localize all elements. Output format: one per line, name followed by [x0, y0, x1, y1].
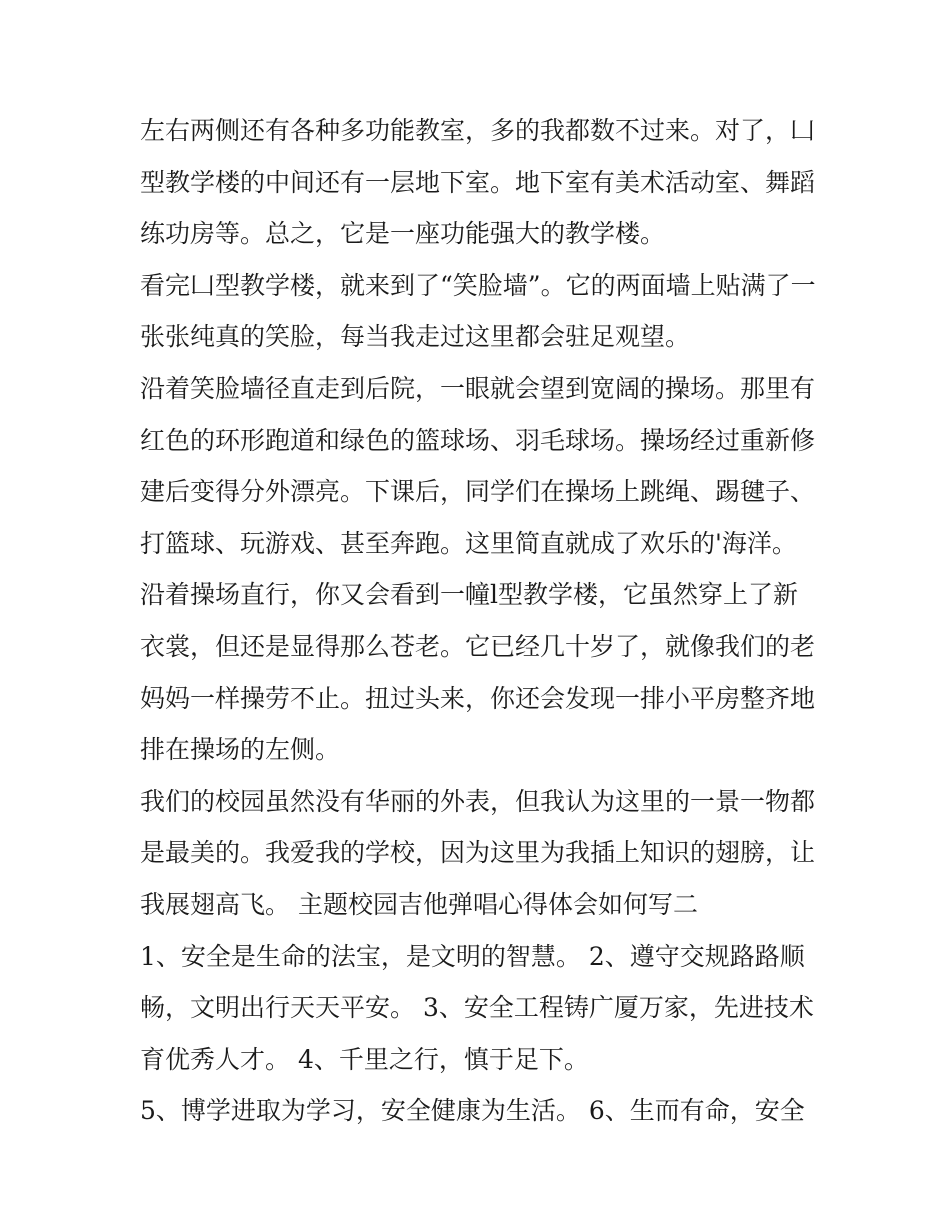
- text-line: 练功房等。总之，它是一座功能强大的教学楼。: [140, 219, 666, 249]
- text-line: 畅，文明出行天天平安。 3、安全工程铸广厦万家，先进技术: [140, 993, 814, 1023]
- text-line: 排在操场的左侧。: [140, 735, 341, 765]
- text-line: 沿着操场直行，你又会看到一幢l型教学楼，它虽然穿上了新: [140, 580, 798, 610]
- text-line: 看完凵型教学楼，就来到了“笑脸墙”。它的两面墙上贴满了一: [140, 270, 816, 300]
- text-line: 我展翅高飞。 主题校园吉他弹唱心得体会如何写二: [140, 889, 698, 919]
- document-body: [140, 105, 820, 1137]
- text-line: 育优秀人才。 4、千里之行，慎于足下。: [140, 1044, 589, 1074]
- text-line: 红色的环形跑道和绿色的篮球场、羽毛球场。操场经过重新修: [140, 425, 816, 455]
- text-line: 5、博学进取为学习，安全健康为生活。 6、生而有命，安全: [140, 1096, 805, 1126]
- text-line: 是最美的。我爱我的学校，因为这里为我插上知识的翅膀，让: [140, 838, 816, 868]
- text-line: 1、安全是生命的法宝，是文明的智慧。 2、遵守交规路路顺: [140, 941, 805, 971]
- text-line: 衣裳，但还是显得那么苍老。它已经几十岁了，就像我们的老: [140, 631, 816, 661]
- text-line: 打篮球、玩游戏、甚至奔跑。这里简直就成了欢乐的'海洋。: [140, 528, 797, 558]
- text-line: 建后变得分外漂亮。下课后，同学们在操场上跳绳、踢毽子、: [140, 477, 816, 507]
- text-line: 妈妈一样操劳不止。扭过头来，你还会发现一排小平房整齐地: [140, 683, 816, 713]
- text-line: 张张纯真的笑脸，每当我走过这里都会驻足观望。: [140, 322, 691, 352]
- text-line: 我们的校园虽然没有华丽的外表，但我认为这里的一景一物都: [140, 786, 816, 816]
- text-line: 沿着笑脸墙径直走到后院，一眼就会望到宽阔的操场。那里有: [140, 373, 816, 403]
- text-line: 型教学楼的中间还有一层地下室。地下室有美术活动室、舞蹈: [140, 167, 816, 197]
- text-line: 左右两侧还有各种多功能教室，多的我都数不过来。对了，凵: [140, 116, 816, 145]
